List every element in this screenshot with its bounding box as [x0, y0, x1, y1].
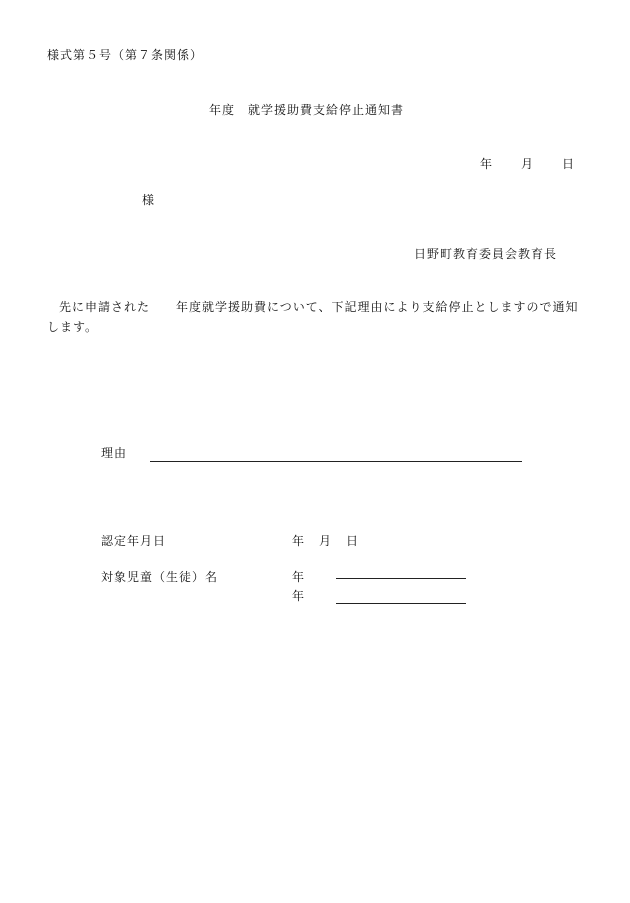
recipient-suffix: 様 — [142, 193, 155, 207]
approval-year-unit: 年 — [292, 534, 305, 548]
target-student-label: 対象児童（生徒）名 — [101, 570, 219, 584]
form-number: 様式第５号（第７条関係） — [47, 48, 204, 62]
student-1-grade-unit: 年 — [292, 570, 305, 584]
approval-day-unit: 日 — [346, 534, 359, 548]
issuer-name: 日野町教育委員会教育長 — [414, 247, 558, 261]
student-2-grade-unit: 年 — [292, 589, 305, 603]
reason-label: 理由 — [101, 446, 128, 460]
student-2-name-line — [336, 603, 466, 604]
student-1-name-line — [336, 578, 466, 579]
approval-month-unit: 月 — [319, 534, 332, 548]
reason-line — [150, 461, 522, 462]
issue-date-day-label: 日 — [562, 157, 575, 171]
issue-date-year-label: 年 — [480, 157, 493, 171]
approval-date-label: 認定年月日 — [101, 534, 167, 548]
document-title: 年度 就学援助費支給停止通知書 — [209, 103, 405, 117]
issue-date-month-label: 月 — [521, 157, 534, 171]
notice-body: 先に申請された 年度就学援助費について、下記理由により支給停止としますので通知します。 — [47, 300, 579, 334]
